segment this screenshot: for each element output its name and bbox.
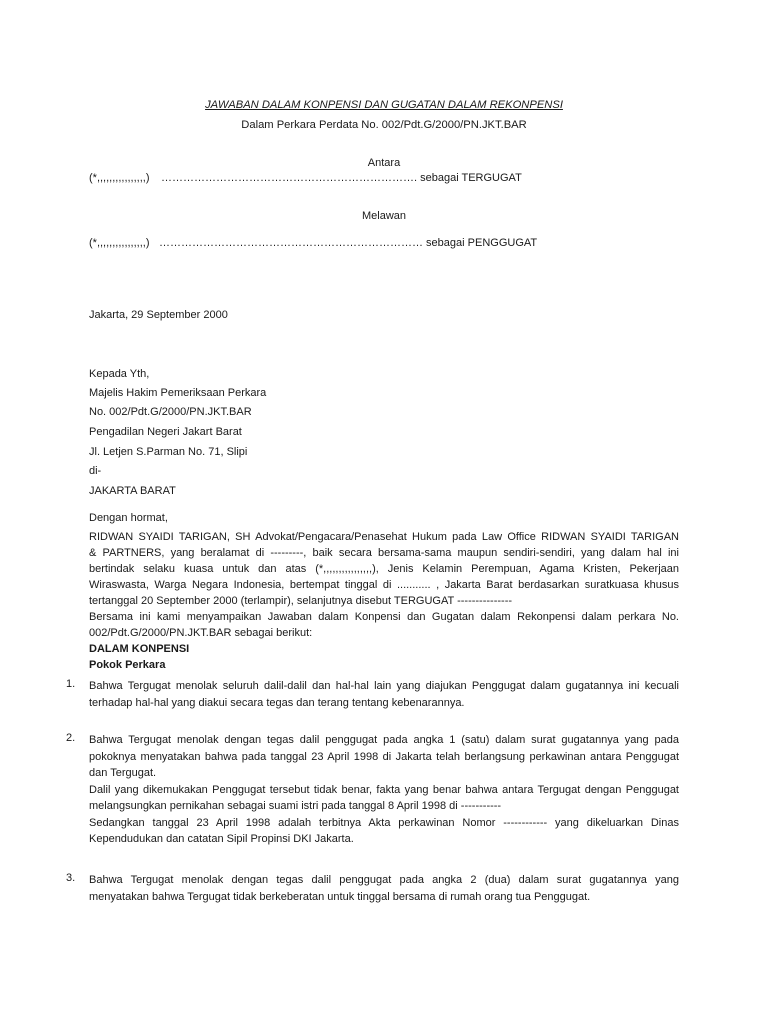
- address-line: JAKARTA BARAT: [89, 485, 176, 497]
- list-item-line: terhadap hal-hal yang diakui secara tegas dan terang tentang kebenarannya.: [89, 696, 465, 709]
- list-item-line: melangsungkan pernikahan sebagai suami istri pada tanggal 8 April 1998 di -----------: [89, 800, 502, 812]
- sub-heading: Pokok Perkara: [89, 659, 166, 671]
- greeting: Dengan hormat,: [89, 512, 168, 524]
- intro-line: 002/Pdt.G/2000/PN.JKT.BAR sebagai berikut:: [89, 627, 313, 639]
- melawan-label: Melawan: [361, 210, 407, 222]
- address-line: Majelis Hakim Pemeriksaan Perkara: [89, 387, 267, 399]
- intro-line: & PARTNERS, yang beralamat di ---------, baik secara bersama-sama maupun sendiri-sendiri, yang dalam hal ini: [89, 547, 679, 559]
- list-item-line: Dalil yang dikemukakan Penggugat tersebut tidak benar, fakta yang benar bahwa antara Tergugat dengan Penggugat: [89, 783, 679, 796]
- list-item-line: pokoknya menyatakan bahwa pada tanggal 23 April 1998 di Jakarta telah berlangsung perkawinan antara Penggugat: [89, 750, 679, 763]
- antara-label: Antara: [367, 157, 401, 169]
- list-item-line: Bahwa Tergugat menolak seluruh dalil-dalil dan hal-hal lain yang diajukan Penggugat dalam gugatannya ini kecuali: [89, 680, 679, 692]
- defendant-name-placeholder: (*,,,,,,,,,,,,,,,,): [89, 172, 150, 184]
- list-item-line: Sedangkan tanggal 23 April 1998 adalah terbitnya Akta perkawinan Nomor ------------ yang dikeluarkan Dinas: [89, 816, 679, 829]
- list-item-line: Kependudukan dan catatan Sipil Propinsi DKI Jakarta.: [89, 833, 354, 845]
- address-line: No. 002/Pdt.G/2000/PN.JKT.BAR: [89, 406, 252, 418]
- intro-paragraph: [89, 529, 679, 641]
- intro-line: tertanggal 20 September 2000 (terlampir), selanjutnya disebut TERGUGAT ---------------: [89, 595, 513, 607]
- intro-line: Bersama ini kami menyampaikan Jawaban dalam Konpensi dan Gugatan dalam Rekonpensi dalam perkara No.: [89, 611, 679, 623]
- list-item-number: 3.: [66, 872, 76, 884]
- list-item-line: Bahwa Tergugat menolak dengan tegas dalil penggugat pada angka 2 (dua) dalam surat gugatannya yang: [89, 874, 679, 886]
- address-line: di-: [89, 465, 102, 477]
- list-item-number: 2.: [66, 732, 76, 744]
- case-number-subtitle: Dalam Perkara Perdata No. 002/Pdt.G/2000/PN.JKT.BAR: [241, 119, 527, 131]
- plaintiff-role-line: ……………………………………………………………… sebagai PENGGUGAT: [159, 237, 538, 249]
- intro-line: Wiraswasta, Warga Negara Indonesia, bertempat tinggal di ........... , Jakarta Barat berdasarkan suratkuasa khusus: [89, 579, 679, 591]
- address-line: Kepada Yth,: [89, 368, 150, 380]
- plaintiff-name-placeholder: (*,,,,,,,,,,,,,,,,): [89, 237, 150, 249]
- defendant-role-line: ……………………………………………………………. sebagai TERGUGAT: [161, 172, 522, 184]
- section-heading: DALAM KONPENSI: [89, 643, 190, 655]
- list-item-line: menyatakan bahwa Tergugat tidak berkeberatan untuk tinggal bersama di rumah orang tua Penggugat.: [89, 890, 591, 903]
- date-line: Jakarta, 29 September 2000: [89, 309, 228, 321]
- list-item-number: 1.: [66, 678, 76, 690]
- list-item-line: dan Tergugat.: [89, 767, 157, 779]
- address-line: Pengadilan Negeri Jakart Barat: [89, 426, 242, 438]
- address-line: Jl. Letjen S.Parman No. 71, Slipi: [89, 446, 248, 458]
- intro-line: RIDWAN SYAIDI TARIGAN, SH Advokat/Pengacara/Penasehat Hukum pada Law Office RIDWAN SYAIDI TARIGAN: [89, 531, 679, 543]
- list-item-line: Bahwa Tergugat menolak dengan tegas dalil penggugat pada angka 1 (satu) dalam surat gugatannya yang pada: [89, 734, 679, 746]
- document-title: JAWABAN DALAM KONPENSI DAN GUGATAN DALAM REKONPENSI: [205, 99, 563, 111]
- intro-line: bertindak selaku kuasa untuk dan atas (*,,,,,,,,,,,,,,,,), Jenis Kelamin Perempuan, Agama Kristen, Pekerjaan: [89, 563, 679, 575]
